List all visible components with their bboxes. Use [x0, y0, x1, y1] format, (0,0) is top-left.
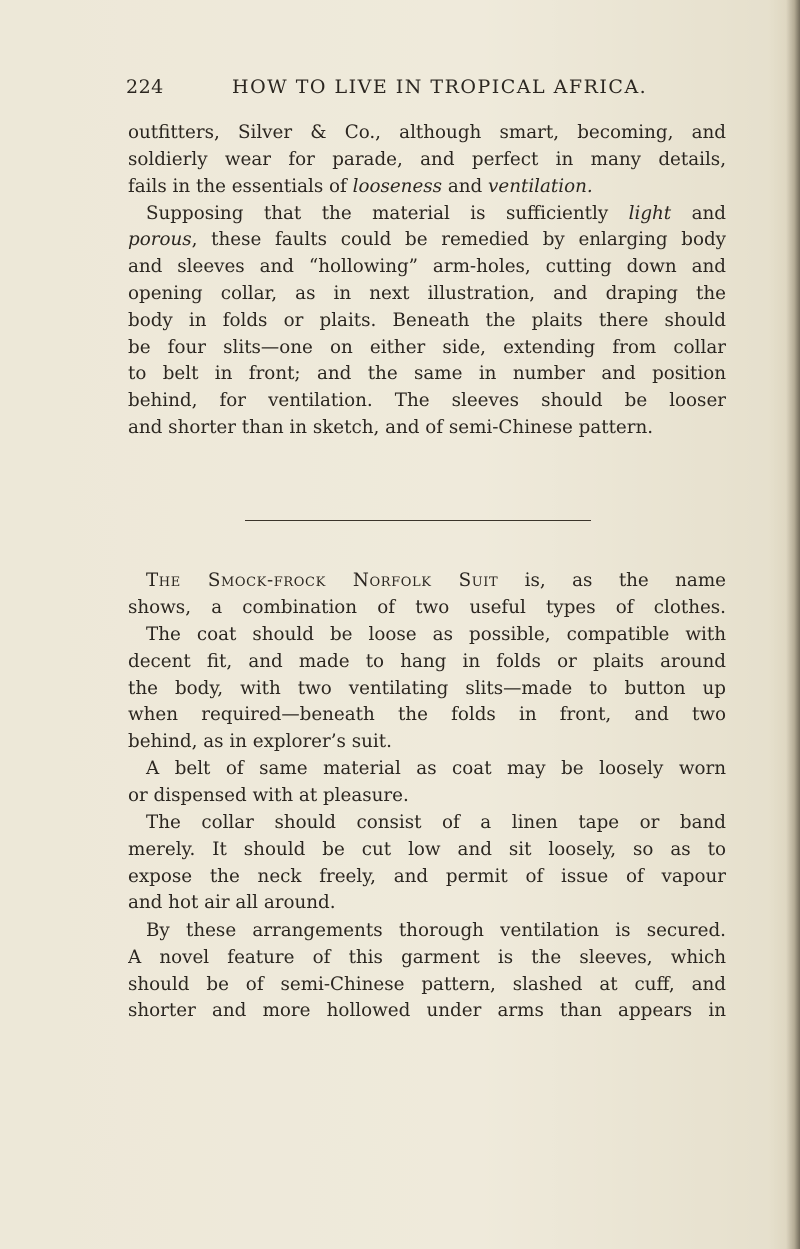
- text-line: [128, 201, 726, 228]
- text-line: or dispensed with at pleasure.: [128, 784, 409, 806]
- text-line: should be of semi-Chinese pattern, slashed at cuff, and: [128, 973, 726, 995]
- text-line: [128, 227, 726, 254]
- text-line: A belt of same material as coat may be loosely worn: [146, 758, 726, 779]
- text-line: expose the neck freely, and permit of issue of vapour: [128, 865, 726, 887]
- text-line: The coat should be loose as possible, compatible with: [146, 624, 726, 645]
- text-line: and sleeves and “hollowing” arm-holes, cutting down and: [128, 256, 726, 278]
- text-span: Supposing that the material is sufficiently: [146, 202, 629, 224]
- paragraph-3: [128, 568, 726, 622]
- page-number: 224: [126, 76, 164, 98]
- text-span: is, as the name: [498, 570, 726, 591]
- text-line: when required—beneath the folds in front, and two: [128, 704, 726, 726]
- italic-term: light: [628, 202, 672, 224]
- text-line: By these arrangements thorough ventilation is secured.: [146, 920, 726, 941]
- text-line: shows, a combination of two useful types of clothes.: [128, 596, 726, 618]
- running-head: HOW TO LIVE IN TROPICAL AFRICA.: [232, 76, 648, 98]
- text-line: behind, for ventilation. The sleeves should be looser: [128, 390, 726, 412]
- text-line: opening collar, as in next illustration, and draping the: [128, 282, 726, 304]
- paragraph-4: [128, 622, 726, 756]
- paragraph-6: [128, 810, 726, 917]
- text-span: fails in the essentials of: [128, 175, 353, 197]
- paragraph-5: [128, 756, 726, 810]
- text-line: the body, with two ventilating slits—made to button up: [128, 677, 726, 699]
- text-line: soldierly wear for parade, and perfect in many details,: [128, 148, 726, 170]
- text-line: [128, 568, 726, 595]
- paragraph-2: [128, 147, 726, 442]
- page-edge-shadow: [786, 0, 800, 1249]
- text-line: and shorter than in sketch, and of semi-Chinese pattern.: [128, 416, 654, 438]
- paragraph-7: [128, 918, 726, 1025]
- page-header: [0, 76, 800, 106]
- section-title: The Smock-frock Norfolk Suit: [146, 570, 499, 591]
- text-line: The collar should consist of a linen tape or band: [146, 812, 726, 833]
- italic-term: looseness: [352, 175, 443, 197]
- section-divider: [245, 520, 591, 521]
- italic-term: ventilation.: [488, 175, 593, 197]
- text-line: shorter and more hollowed under arms than appears in: [128, 1000, 726, 1022]
- text-span: and: [442, 175, 489, 197]
- text-line: and hot air all around.: [128, 892, 336, 914]
- italic-term: porous: [128, 229, 192, 251]
- text-span: , these faults could be remedied by enlarging body: [191, 229, 726, 251]
- text-line: decent fit, and made to hang in folds or plaits around: [128, 650, 726, 672]
- text-line: A novel feature of this garment is the sleeves, which: [128, 946, 726, 968]
- text-line: merely. It should be cut low and sit loosely, so as to: [128, 838, 726, 860]
- text-line: outfitters, Silver & Co., although smart, becoming, and: [128, 122, 726, 143]
- text-line: body in folds or plaits. Beneath the plaits there should: [128, 309, 726, 331]
- text-span: and: [671, 202, 726, 224]
- text-line: to belt in front; and the same in number and position: [128, 363, 726, 385]
- text-line: be four slits—one on either side, extending from collar: [128, 336, 726, 358]
- text-line: behind, as in explorer’s suit.: [128, 731, 392, 753]
